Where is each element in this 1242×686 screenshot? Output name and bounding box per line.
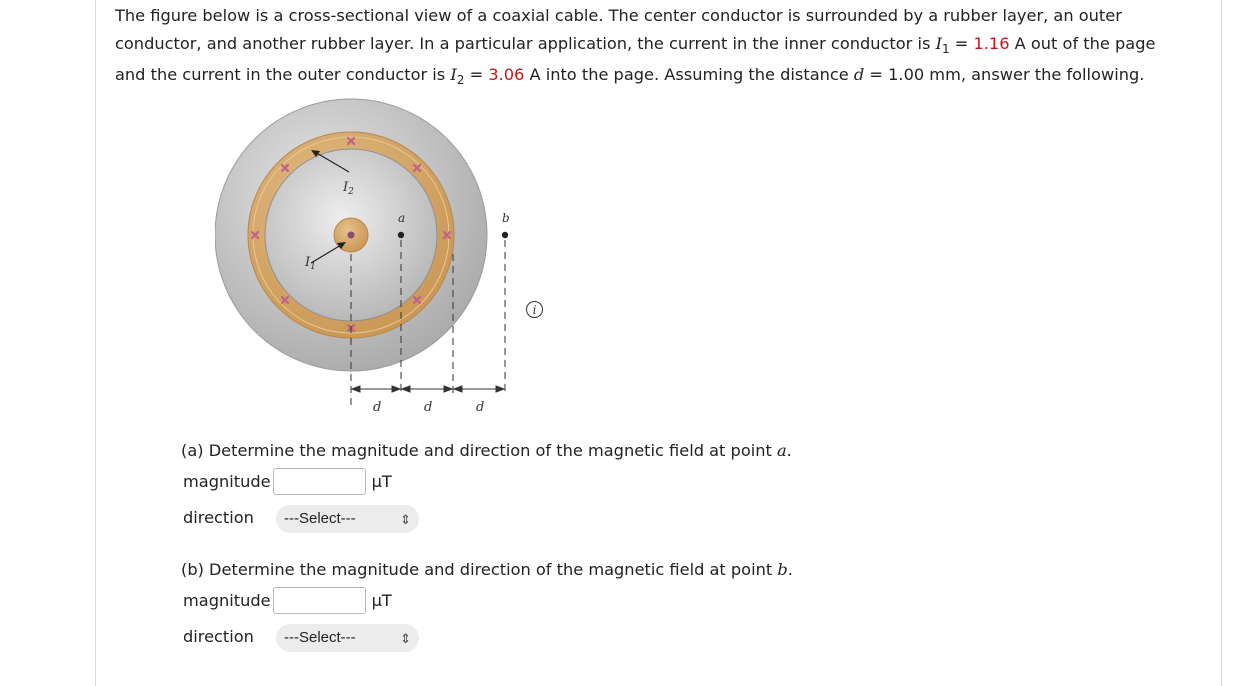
arrowhead [402,386,410,392]
part-b-magnitude-input[interactable] [273,587,366,614]
point-a-dot [398,232,404,238]
problem-statement [115,2,1205,89]
part-b-direction-value: ---Select--- [284,629,356,646]
label-d-3: d [476,400,485,415]
problem-text-2: conductor, and another rubber layer. In a particular application, the current in the inner conductor is [115,33,931,53]
part-a-magnitude-input[interactable] [273,468,366,495]
arrowhead [352,386,360,392]
part-a-direction-value: ---Select--- [284,510,356,527]
point-b-dot [502,232,508,238]
var-I2: I [450,65,457,84]
label-d-1: d [373,400,382,415]
part-a-direction-label: direction [183,508,254,527]
problem-line-3 [115,61,1205,89]
label-I1: $I_1$ [305,255,316,272]
part-a-question-text: (a) Determine the magnitude and direction of the magnetic field at point [181,441,772,460]
part-a-magnitude-row [183,468,392,495]
coaxial-cross-section [215,96,555,426]
part-a-question-end: . [786,441,792,460]
coaxial-cable-figure [215,96,555,426]
part-a-direction-select[interactable] [276,505,419,533]
label-point-a: a [398,211,406,225]
part-b-magnitude-row [183,587,392,614]
label-d-2: d [424,400,433,415]
part-b-point-var: b [777,560,788,579]
var-I1-sub: 1 [941,41,950,56]
inner-current-dot [348,232,355,239]
arrowhead [454,386,462,392]
chevron-up-down-icon: ⇕ [400,512,411,527]
part-b-direction-select[interactable] [276,624,419,652]
question-card [95,0,1222,686]
part-a-question [181,441,792,460]
current-I2-value: 3.06 [488,65,525,84]
problem-text-3c: = 1.00 mm, answer the following. [864,65,1145,84]
problem-text-2b: A out of the page [1009,33,1156,53]
problem-text-3: and the current in the outer conductor is [115,65,446,84]
arrowhead [444,386,452,392]
arrowhead [392,386,400,392]
part-b-direction-label: direction [183,627,254,646]
part-b-magnitude-label: magnitude [183,591,271,610]
problem-line-1 [115,2,1205,30]
var-I2-sub: 2 [456,73,465,87]
problem-text-3b: A into the page. Assuming the distance [524,65,849,84]
part-a-magnitude-label: magnitude [183,472,271,491]
equals-sign: = [464,65,489,84]
part-a-point-var: a [776,441,787,460]
problem-text-1: The figure below is a cross-sectional view of a coaxial cable. The center conductor is surrounded by a rubber layer, an outer [115,6,1122,25]
dimension-arrows [351,386,505,392]
part-b-unit: μT [371,591,392,610]
label-I2: $I_2$ [343,180,354,197]
var-I1: I [935,33,942,53]
arrowhead [496,386,504,392]
part-b-question [181,560,793,579]
equals-sign: = [949,33,974,53]
info-icon[interactable]: i [526,301,543,318]
chevron-up-down-icon: ⇕ [400,631,411,646]
part-a-unit: μT [371,472,392,491]
problem-line-2 [115,30,1205,58]
current-I1-value: 1.16 [973,33,1010,53]
part-b-direction-row [183,626,411,646]
var-d: d [853,65,865,84]
part-b-question-end: . [787,560,793,579]
part-b-question-text: (b) Determine the magnitude and direction of the magnetic field at point [181,560,773,579]
label-point-b: b [502,211,510,225]
part-a-direction-row [183,507,411,527]
